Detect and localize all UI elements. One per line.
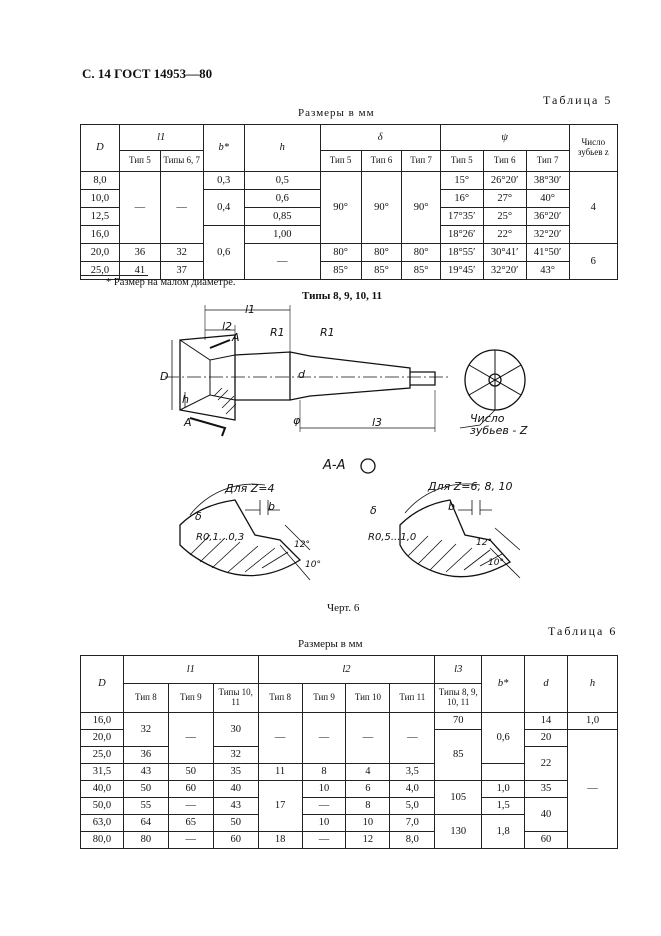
t6-l1-type8: 64 bbox=[123, 815, 168, 832]
t6-D: 80,0 bbox=[81, 832, 124, 849]
t5-h: — bbox=[244, 244, 320, 280]
t5-head-teeth: Число зубьев z bbox=[569, 125, 617, 172]
t5-h: 0,6 bbox=[244, 190, 320, 208]
label-10-right: 10° bbox=[488, 558, 504, 568]
t6-l2-type11: 5,0 bbox=[390, 798, 435, 815]
table5-label: Таблица 5 bbox=[543, 93, 613, 107]
t6-l1-types1011: 60 bbox=[213, 832, 258, 849]
t5-D: 25,0 bbox=[81, 262, 120, 280]
label-b-left: b bbox=[268, 500, 275, 513]
t6-l2-type10: 6 bbox=[346, 781, 390, 798]
t5-b: 0,4 bbox=[203, 190, 244, 226]
t5-head-psi: ψ bbox=[440, 125, 569, 151]
table5 bbox=[80, 124, 618, 280]
t5-D: 16,0 bbox=[81, 226, 120, 244]
t6-l2-type9: — bbox=[302, 832, 346, 849]
t6-D: 16,0 bbox=[81, 713, 124, 730]
t5-psi: 32°20′ bbox=[526, 226, 569, 244]
t6-l3: 105 bbox=[435, 781, 482, 815]
t5-D: 12,5 bbox=[81, 208, 120, 226]
t6-D: 40,0 bbox=[81, 781, 124, 798]
t5-h: 0,5 bbox=[244, 172, 320, 190]
table5-subtitle: Размеры в мм bbox=[298, 107, 375, 119]
t6-l2-type8: 17 bbox=[258, 781, 302, 832]
t5-h: 0,85 bbox=[244, 208, 320, 226]
t5-psi: 22° bbox=[483, 226, 526, 244]
t6-head-l1-types1011: Типы 10, 11 bbox=[213, 684, 258, 713]
t5-psi: 40° bbox=[526, 190, 569, 208]
t5-psi: 19°45′ bbox=[440, 262, 483, 280]
t6-head-h: h bbox=[568, 656, 618, 713]
label-section: А-А bbox=[323, 458, 346, 473]
t5-b: 0,3 bbox=[203, 172, 244, 190]
t6-head-l2-type9: Тип 9 bbox=[302, 684, 346, 713]
t5-head-D: D bbox=[81, 125, 120, 172]
table-row bbox=[81, 798, 618, 815]
label-h: h bbox=[182, 393, 189, 406]
table-row bbox=[81, 713, 618, 730]
t6-l1-type8: 55 bbox=[123, 798, 168, 815]
t6-l1-type9: 60 bbox=[168, 781, 213, 798]
table6 bbox=[80, 655, 618, 849]
t5-psi: 27° bbox=[483, 190, 526, 208]
label-d: d bbox=[298, 368, 305, 381]
t5-head-delta: δ bbox=[320, 125, 440, 151]
t5-head-psi-type5: Тип 5 bbox=[440, 151, 483, 172]
t6-head-l2: l2 bbox=[258, 656, 435, 684]
label-r2: R0,5...1,0 bbox=[368, 532, 417, 543]
t6-head-l3: l3 bbox=[435, 656, 482, 684]
t5-l1: 37 bbox=[160, 262, 203, 280]
t5-D: 10,0 bbox=[81, 190, 120, 208]
t6-head-d: d bbox=[525, 656, 568, 713]
label-z6: Для Z=6, 8, 10 bbox=[428, 480, 513, 493]
t6-D: 63,0 bbox=[81, 815, 124, 832]
t6-D: 50,0 bbox=[81, 798, 124, 815]
table-row bbox=[81, 781, 618, 798]
t6-l1-types1011: 32 bbox=[213, 747, 258, 764]
t5-teeth: 6 bbox=[569, 244, 617, 280]
t6-l1-type8: 43 bbox=[123, 764, 168, 781]
t6-d: 14 bbox=[525, 713, 568, 730]
t5-D: 20,0 bbox=[81, 244, 120, 262]
table5-footnote: * Размер на малом диаметре. bbox=[106, 277, 236, 288]
t5-l1: 32 bbox=[160, 244, 203, 262]
t5-head-l1-type5: Тип 5 bbox=[119, 151, 160, 172]
t6-l1-type8: 50 bbox=[123, 781, 168, 798]
footnote-rule bbox=[80, 275, 148, 276]
t6-l1-type8: 36 bbox=[123, 747, 168, 764]
t6-l2-type11: 3,5 bbox=[390, 764, 435, 781]
t5-l1: — bbox=[160, 172, 203, 244]
t5-delta: 80° bbox=[402, 244, 440, 262]
t6-l2-type9: — bbox=[302, 713, 346, 764]
t5-teeth: 4 bbox=[569, 172, 617, 244]
t5-delta: 90° bbox=[320, 172, 361, 244]
t5-psi: 41°50′ bbox=[526, 244, 569, 262]
t5-b: 0,6 bbox=[203, 226, 244, 280]
label-A-top: A bbox=[232, 331, 240, 344]
figure-title: Типы 8, 9, 10, 11 bbox=[302, 290, 382, 302]
t6-l3: 85 bbox=[435, 730, 482, 781]
t6-d: 60 bbox=[525, 832, 568, 849]
t6-b: 1,5 bbox=[482, 798, 525, 815]
t6-l2-type11: 7,0 bbox=[390, 815, 435, 832]
t5-head-l1: l1 bbox=[119, 125, 203, 151]
t6-head-l2-type10: Тип 10 bbox=[346, 684, 390, 713]
t5-head-h: h bbox=[244, 125, 320, 172]
t6-l1-type9: — bbox=[168, 713, 213, 764]
t6-head-l1: l1 bbox=[123, 656, 258, 684]
t5-h: 1,00 bbox=[244, 226, 320, 244]
label-D: D bbox=[160, 370, 169, 383]
label-10-left: 10° bbox=[305, 560, 321, 570]
t6-b: 0,6 bbox=[482, 713, 525, 764]
t6-d: 40 bbox=[525, 798, 568, 832]
t6-h: 1,0 bbox=[568, 713, 618, 730]
t6-l1-type8: 80 bbox=[123, 832, 168, 849]
t5-head-delta-type5: Тип 5 bbox=[320, 151, 361, 172]
figure-caption: Черт. 6 bbox=[327, 602, 360, 614]
t6-l1-type9: — bbox=[168, 832, 213, 849]
label-l1: l1 bbox=[245, 303, 256, 316]
t5-head-b: b* bbox=[203, 125, 244, 172]
t6-l1-types1011: 50 bbox=[213, 815, 258, 832]
label-b-right: b bbox=[448, 500, 455, 513]
t5-delta: 90° bbox=[361, 172, 402, 244]
t6-l2-type10: 12 bbox=[346, 832, 390, 849]
label-phi: φ bbox=[293, 414, 301, 427]
t6-b bbox=[482, 764, 525, 781]
t6-l2-type10: 10 bbox=[346, 815, 390, 832]
t6-l2-type10: 4 bbox=[346, 764, 390, 781]
label-l3: l3 bbox=[372, 416, 383, 429]
t5-psi: 32°20′ bbox=[483, 262, 526, 280]
label-A-bottom: A bbox=[184, 416, 192, 429]
t5-head-l1-types67: Типы 6, 7 bbox=[160, 151, 203, 172]
t6-b: 1,0 bbox=[482, 781, 525, 798]
t6-l1-type9: — bbox=[168, 798, 213, 815]
t5-psi: 43° bbox=[526, 262, 569, 280]
t6-head-D: D bbox=[81, 656, 124, 713]
t5-psi: 18°26′ bbox=[440, 226, 483, 244]
t6-d: 20 bbox=[525, 730, 568, 747]
drawing-chert6 bbox=[150, 300, 620, 600]
table-row bbox=[81, 244, 618, 262]
t6-l2-type10: 8 bbox=[346, 798, 390, 815]
t6-D: 31,5 bbox=[81, 764, 124, 781]
t6-h: — bbox=[568, 730, 618, 849]
t6-D: 20,0 bbox=[81, 730, 124, 747]
t5-head-psi-type7: Тип 7 bbox=[526, 151, 569, 172]
table6-label: Таблица 6 bbox=[548, 624, 618, 638]
label-R1-b: R1 bbox=[320, 326, 335, 339]
table-row bbox=[81, 172, 618, 190]
t6-head-l2-type8: Тип 8 bbox=[258, 684, 302, 713]
label-r1: R0,1...0,3 bbox=[196, 532, 245, 543]
label-z4: Для Z=4 bbox=[225, 482, 275, 495]
t5-l1: — bbox=[119, 172, 160, 244]
t6-l2-type9: 10 bbox=[302, 781, 346, 798]
t6-l2-type11: 4,0 bbox=[390, 781, 435, 798]
t6-l1-types1011: 30 bbox=[213, 713, 258, 747]
t6-l1-types1011: 43 bbox=[213, 798, 258, 815]
t6-head-l1-type9: Тип 9 bbox=[168, 684, 213, 713]
table-row bbox=[81, 832, 618, 849]
t6-l1-type9: 65 bbox=[168, 815, 213, 832]
t6-head-l2-type11: Тип 11 bbox=[390, 684, 435, 713]
t6-l2-type10: — bbox=[346, 713, 390, 764]
t6-l2-type11: — bbox=[390, 713, 435, 764]
t5-l1: 41 bbox=[119, 262, 160, 280]
label-R1-a: R1 bbox=[270, 326, 285, 339]
t6-l2-type9: 10 bbox=[302, 815, 346, 832]
t5-D: 8,0 bbox=[81, 172, 120, 190]
t5-psi: 25° bbox=[483, 208, 526, 226]
t6-l1-type9: 50 bbox=[168, 764, 213, 781]
t6-D: 25,0 bbox=[81, 747, 124, 764]
page-header: С. 14 ГОСТ 14953—80 bbox=[82, 66, 213, 81]
t5-psi: 26°20′ bbox=[483, 172, 526, 190]
t6-head-b: b* bbox=[482, 656, 525, 713]
t5-delta: 85° bbox=[361, 262, 402, 280]
t5-delta: 80° bbox=[361, 244, 402, 262]
t5-psi: 36°20′ bbox=[526, 208, 569, 226]
t5-l1: 36 bbox=[119, 244, 160, 262]
t6-l3: 70 bbox=[435, 713, 482, 730]
t5-psi: 38°30′ bbox=[526, 172, 569, 190]
t5-psi: 17°35′ bbox=[440, 208, 483, 226]
t6-l1-types1011: 35 bbox=[213, 764, 258, 781]
table6-subtitle: Размеры в мм bbox=[298, 638, 363, 650]
t5-psi: 15° bbox=[440, 172, 483, 190]
t6-b: 1,8 bbox=[482, 815, 525, 849]
t5-delta: 90° bbox=[402, 172, 440, 244]
t6-d: 35 bbox=[525, 781, 568, 798]
t5-psi: 18°55′ bbox=[440, 244, 483, 262]
label-l2: l2 bbox=[222, 320, 233, 333]
t6-l2-type11: 8,0 bbox=[390, 832, 435, 849]
t6-l2-type8: 18 bbox=[258, 832, 302, 849]
t5-head-psi-type6: Тип 6 bbox=[483, 151, 526, 172]
label-12-left: 12° bbox=[294, 540, 310, 550]
t6-l1-type8: 32 bbox=[123, 713, 168, 747]
t6-l2-type9: 8 bbox=[302, 764, 346, 781]
label-teeth: Число зубьев - Z bbox=[470, 412, 528, 438]
t6-l2-type8: 11 bbox=[258, 764, 302, 781]
t5-delta: 80° bbox=[320, 244, 361, 262]
t6-d: 22 bbox=[525, 747, 568, 781]
t5-delta: 85° bbox=[320, 262, 361, 280]
t6-l1-types1011: 40 bbox=[213, 781, 258, 798]
label-delta-left: δ bbox=[195, 510, 202, 523]
t6-l2-type9: — bbox=[302, 798, 346, 815]
label-delta-right: δ bbox=[370, 504, 377, 517]
t5-psi: 16° bbox=[440, 190, 483, 208]
t5-head-delta-type6: Тип 6 bbox=[361, 151, 402, 172]
t5-psi: 30°41′ bbox=[483, 244, 526, 262]
t6-head-l1-type8: Тип 8 bbox=[123, 684, 168, 713]
t6-l2-type8: — bbox=[258, 713, 302, 764]
t5-delta: 85° bbox=[402, 262, 440, 280]
t6-l3: 130 bbox=[435, 815, 482, 849]
label-12-right: 12° bbox=[476, 538, 492, 548]
t6-head-l3-types811: Типы 8, 9, 10, 11 bbox=[435, 684, 482, 713]
t5-head-delta-type7: Тип 7 bbox=[402, 151, 440, 172]
